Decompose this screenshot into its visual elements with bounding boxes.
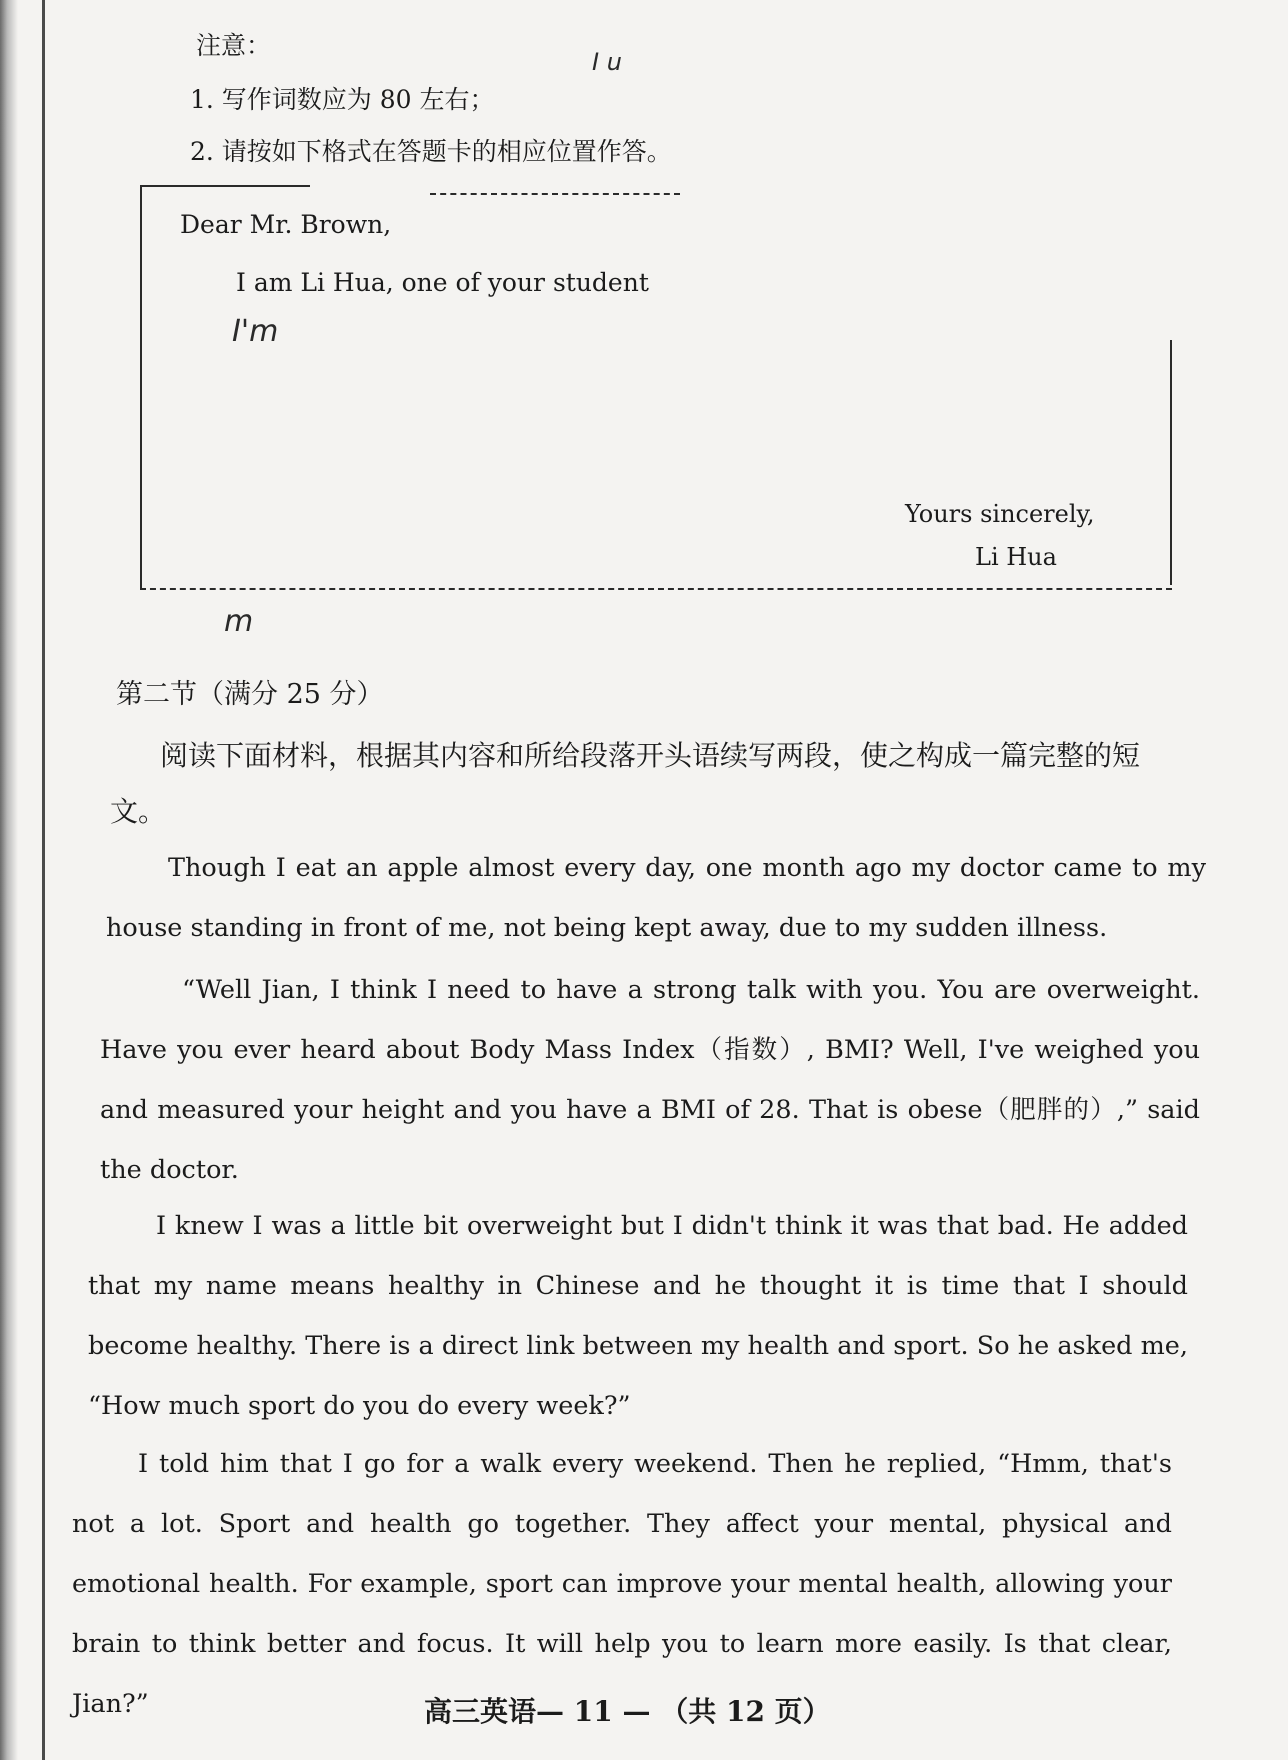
- story-paragraph: I knew I was a little bit overweight but I didn't think it was that bad. He added that my name means healthy in Chinese and he thought it is time that I should become healthy. There is a direct link between my health and sport. So he asked me, “How much sport do you do every week?”: [88, 1211, 1188, 1421]
- section-heading: 第二节（满分 25 分）: [116, 679, 384, 710]
- handwritten-m: m: [224, 604, 254, 639]
- section-instruction: 阅读下面材料，根据其内容和所给段落开头语续写两段，使之构成一篇完整的短文。: [110, 739, 1141, 828]
- story-paragraph: “Well Jian, I think I need to have a strong talk with you. You are overweight. Have you ever heard about Body Mass Index（指数）, BMI? Well, I've weighed you and measured your height and you have a BMI of 28. That is obese（肥胖的）,” said the doctor.: [100, 975, 1200, 1185]
- page-edge-shadow: [0, 0, 18, 1760]
- letter-closing: Yours sincerely,: [905, 500, 1095, 528]
- page-footer: 高三英语— 11 — （共 12 页）: [424, 1695, 831, 1728]
- box-border-top-middle: [430, 193, 680, 195]
- story-paragraph: I told him that I go for a walk every weekend. Then he replied, “Hmm, that's not a lot. Sport and health go together. They affect your mental, physical and emotional health. For example, sport can improve your mental health, allowing your brain to think better and focus. It will help you to learn more easily. Is that clear, Jian?”: [72, 1449, 1172, 1719]
- story-paragraph: Though I eat an apple almost every day, one month ago my doctor came to my house standing in front of me, not being kept away, due to my sudden illness.: [106, 853, 1206, 943]
- page-edge-line: [42, 0, 45, 1760]
- letter-salutation: Dear Mr. Brown,: [180, 210, 392, 239]
- handwritten-mark-top: I u: [592, 48, 622, 76]
- notice-item-1: 1. 写作词数应为 80 左右；: [190, 85, 495, 114]
- letter-intro: I am Li Hua, one of your student: [236, 268, 649, 297]
- notice-item-2: 2. 请按如下格式在答题卡的相应位置作答。: [190, 137, 672, 166]
- notice-title: 注意：: [196, 31, 272, 60]
- handwritten-im: I'm: [232, 314, 279, 349]
- box-border-top-left: [140, 185, 310, 187]
- box-border-bottom: [140, 588, 1172, 590]
- letter-signature: Li Hua: [975, 543, 1057, 571]
- box-border-right: [1170, 340, 1172, 585]
- letter-answer-box: [140, 186, 1172, 590]
